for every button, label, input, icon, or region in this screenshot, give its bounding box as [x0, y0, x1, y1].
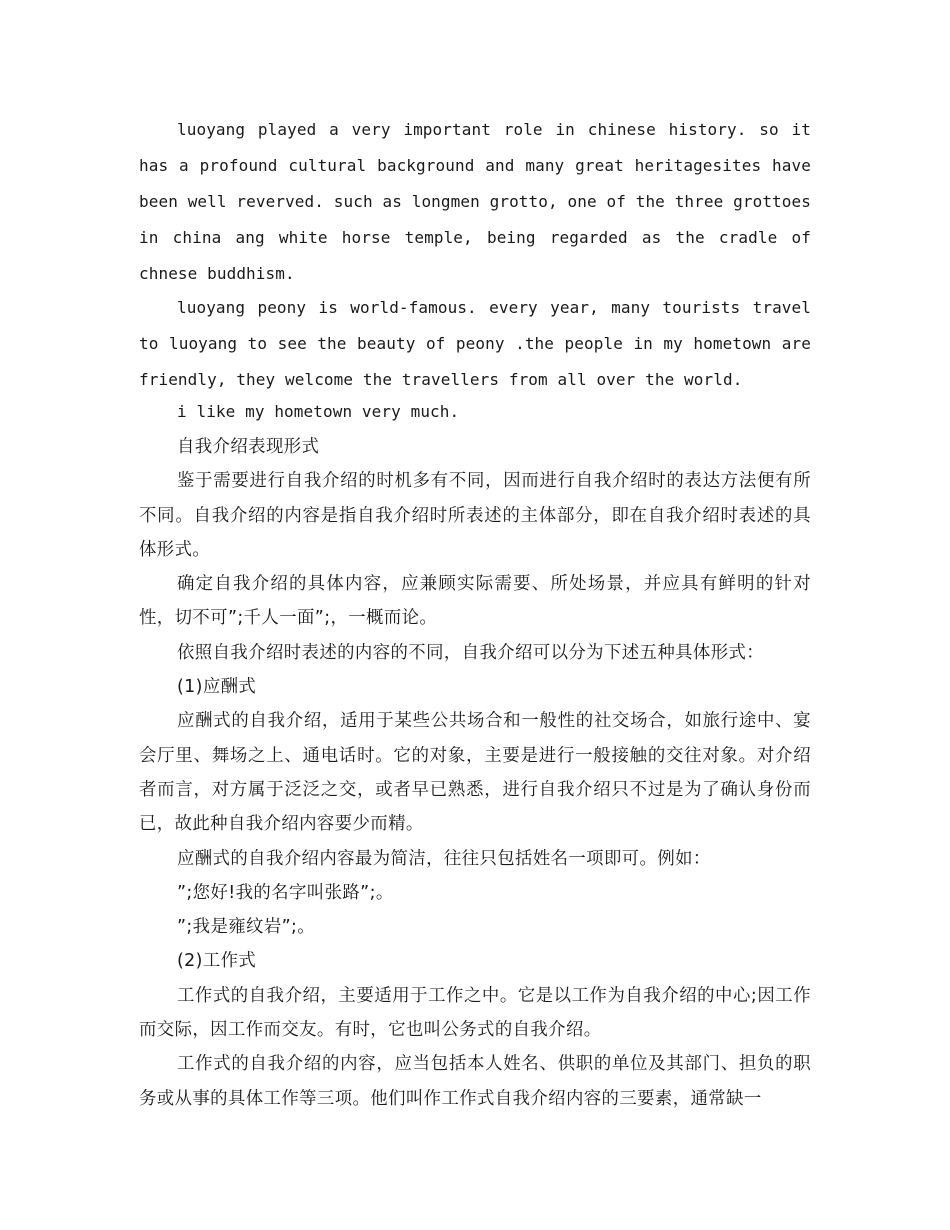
paragraph-luoyang-peony: luoyang peony is world-famous. every year, many tourists travel to luoyang to see the beauty of peony .the people in my hometown are friendly, they welcome the travellers from all over the world. — [139, 298, 811, 389]
paragraph-luoyang-history: luoyang played a very important role in chinese history. so it has a profound cultural background and many great heritagesites have been well reverved. such as longmen grotto, one of the three grottoes in china ang white horse temple, being regarded as the cradle of chnese buddhism. — [139, 120, 811, 283]
paragraph-social-content: 应酬式的自我介绍内容最为简洁，往往只包括姓名一项即可。例如： — [177, 848, 711, 869]
paragraph-intro-content: 确定自我介绍的具体内容，应兼顾实际需要、所处场景，并应具有鲜明的针对性，切不可”;千人一面”;，一概而论。 — [139, 574, 811, 629]
example-quote-2: ”;我是雍纹岩”;。 — [177, 917, 316, 938]
document-body — [139, 112, 811, 1116]
example-quote-1: ”;您好!我的名字叫张路”;。 — [177, 882, 394, 903]
paragraph-like-hometown: i like my hometown very much. — [177, 402, 460, 421]
section-heading: 自我介绍表现形式 — [177, 437, 320, 457]
paragraph-intro-occasions: 鉴于需要进行自我介绍的时机多有不同，因而进行自我介绍时的表达方法便有所不同。自我介绍的内容是指自我介绍时所表述的主体部分，即在自我介绍时表述的具体形式。 — [139, 471, 811, 560]
paragraph-work-content: 工作式的自我介绍的内容，应当包括本人姓名、供职的单位及其部门、担负的职务或从事的具体工作等三项。他们叫作工作式自我介绍内容的三要素，通常缺一 — [139, 1054, 811, 1109]
paragraph-work-form: 工作式的自我介绍，主要适用于工作之中。它是以工作为自我介绍的中心;因工作而交际，因工作而交友。有时，它也叫公务式的自我介绍。 — [139, 985, 811, 1041]
paragraph-social-form: 应酬式的自我介绍，适用于某些公共场合和一般性的社交场合，如旅行途中、宴会厅里、舞场之上、通电话时。它的对象，主要是进行一般接触的交往对象。对介绍者而言，对方属于泛泛之交，或者早已熟悉，进行自我介绍只不过是为了确认身份而已，故此种自我介绍内容要少而精。 — [139, 711, 811, 835]
subheading-social-form: (1)应酬式 — [177, 677, 257, 698]
paragraph-five-forms: 依照自我介绍时表述的内容的不同，自我介绍可以分为下述五种具体形式： — [177, 642, 765, 663]
subheading-work-form: (2)工作式 — [177, 951, 257, 972]
